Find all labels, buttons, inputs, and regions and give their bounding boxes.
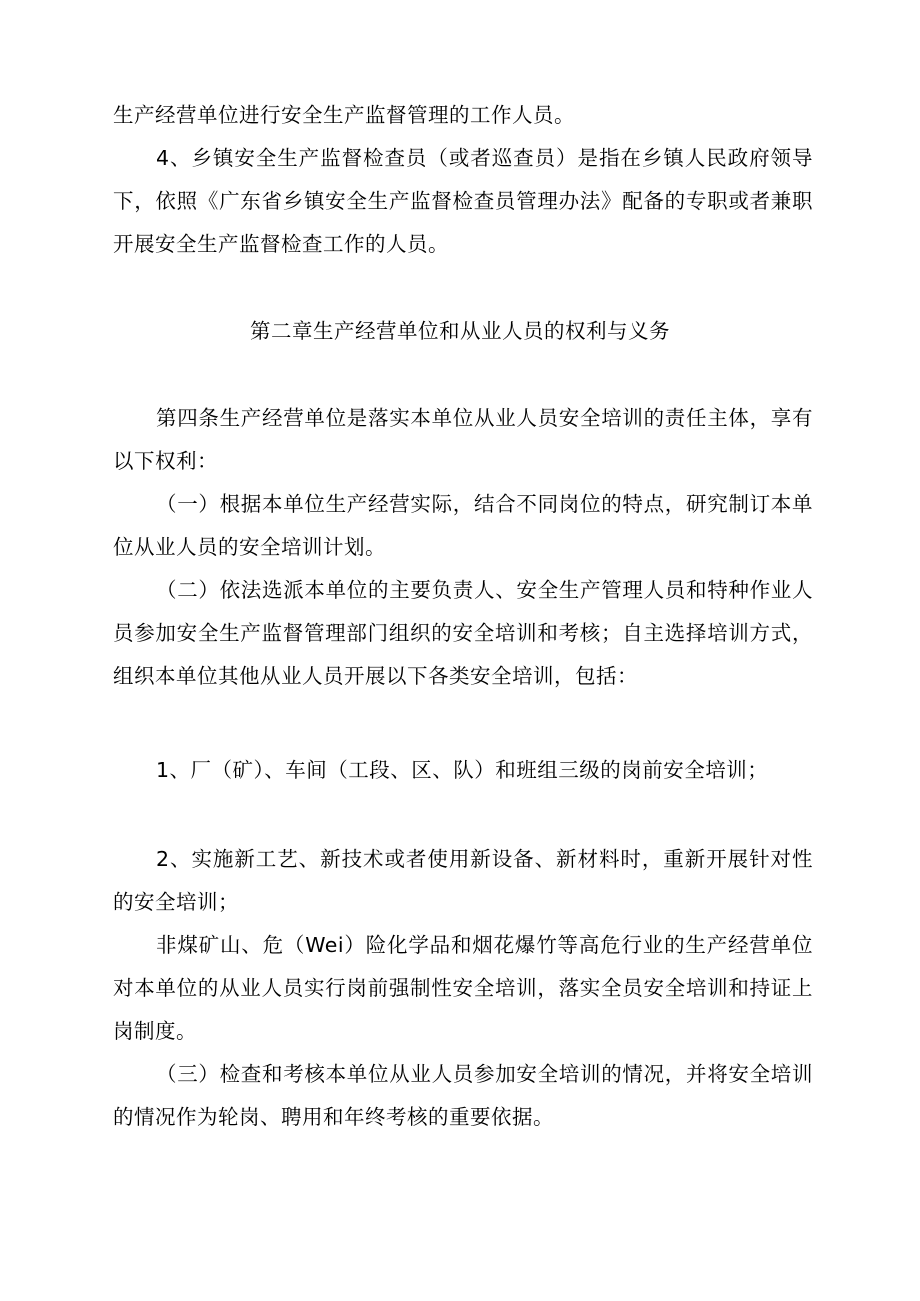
paragraph-clause-2: （二）依法选派本单位的主要负责人、安全生产管理人员和特种作业人员参加安全生产监督管理部门组织的安全培训和考核；自主选择培训方式，组织本单位其他从业人员开展以下各类安全培训，包括： [113, 578, 813, 688]
paragraph-item-4: 4、乡镇安全生产监督检查员（或者巡查员）是指在乡镇人民政府领导下，依照《广东省乡镇安全生产监督检查员管理办法》配备的专职或者兼职开展安全生产监督检查工作的人员。 [113, 146, 813, 256]
chapter-title: 第二章生产经营单位和从业人员的权利与义务 [250, 319, 670, 343]
paragraph-clause-1: （一）根据本单位生产经营实际，结合不同岗位的特点，研究制订本单位从业人员的安全培训计划。 [113, 492, 813, 559]
paragraph-high-risk: 非煤矿山、危（Wei）险化学品和烟花爆竹等高危行业的生产经营单位对本单位的从业人员实行岗前强制性安全培训，落实全员安全培训和持证上岗制度。 [113, 933, 813, 1043]
paragraph-continuation: 生产经营单位进行安全生产监督管理的工作人员。 [113, 103, 575, 127]
paragraph-article-4: 第四条生产经营单位是落实本单位从业人员安全培训的责任主体，享有以下权利： [113, 406, 813, 473]
paragraph-list-item-1: 1、厂（矿）、车间（工段、区、队）和班组三级的岗前安全培训； [156, 758, 769, 782]
paragraph-list-item-2: 2、实施新工艺、新技术或者使用新设备、新材料时，重新开展针对性的安全培训； [113, 847, 813, 914]
paragraph-clause-3: （三）检查和考核本单位从业人员参加安全培训的情况，并将安全培训的情况作为轮岗、聘用和年终考核的重要依据。 [113, 1062, 813, 1129]
